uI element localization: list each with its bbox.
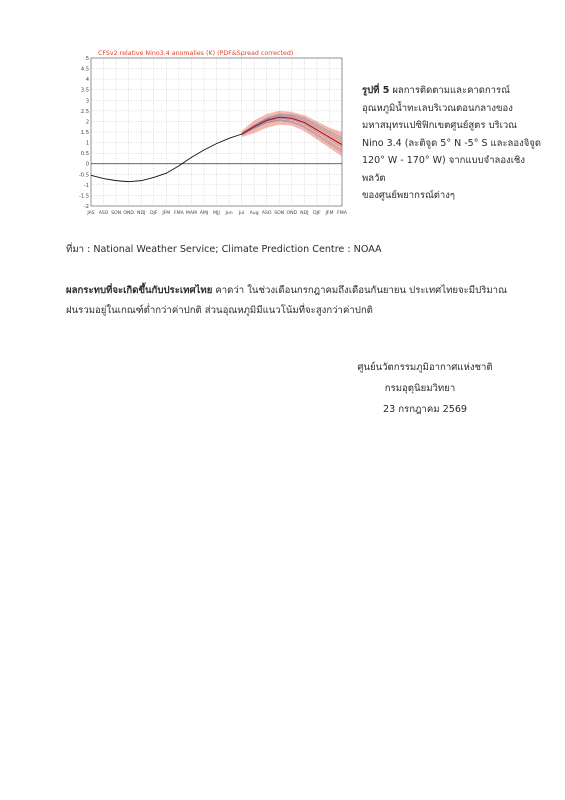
- x-tick-label: JAS: [87, 211, 95, 216]
- chart-title: CFSv2 relative Nino3.4 anomalies (K) (PDF&Spread corrected): [98, 50, 294, 57]
- x-tick-label: Jul: [238, 211, 245, 216]
- y-tick-label: 4.5: [80, 66, 89, 73]
- x-tick-label: NDJ: [300, 211, 309, 216]
- caption-line-2: อุณหภูมิน้ำทะเลบริเวณตอนกลางของ: [362, 102, 513, 114]
- y-tick-label: 3.5: [80, 87, 89, 94]
- caption-line-3: มหาสมุทรแปซิฟิกเขตศูนย์สูตร บริเวณ: [362, 120, 517, 131]
- x-tick-label: SON: [274, 211, 285, 216]
- y-tick-label: 4: [85, 77, 89, 84]
- caption-line-1: [362, 82, 542, 100]
- caption-line-6: ของศูนย์พยากรณ์ต่างๆ: [362, 190, 456, 201]
- x-tick-label: AMJ: [199, 211, 209, 216]
- y-tick-label: 5: [85, 56, 89, 62]
- y-tick-label: 0: [85, 161, 89, 168]
- signature-date: 23 กรกฎาคม 2569: [382, 404, 468, 415]
- impact-text-1: คาดว่า ในช่วงเดือนกรกฎาคมถึงเดือนกันยายน ประเทศไทยจะมีปริมาณ: [212, 285, 507, 296]
- x-tick-label: Aug: [249, 211, 259, 216]
- impact-paragraph: [66, 281, 536, 321]
- x-tick-label: ASO: [98, 211, 109, 216]
- caption-line-4: Nino 3.4 (ละติจูด 5° N -5° S และลองจิจูด: [362, 137, 542, 149]
- x-tick-label: OND: [123, 211, 134, 216]
- y-tick-label: -0.5: [78, 172, 89, 179]
- y-tick-label: -1: [83, 182, 89, 189]
- x-tick-label: NDJ: [137, 211, 146, 216]
- nino34-forecast-chart: [76, 48, 350, 220]
- signature-org1: ศูนย์นวัตกรรมภูมิอากาศแห่งชาติ: [357, 362, 493, 373]
- y-tick-label: 3: [85, 98, 89, 105]
- caption-line-5: 120° W - 170° W) จากแบบจำลองเชิงพลวัต: [362, 155, 526, 184]
- x-tick-label: FMA: [173, 211, 184, 216]
- x-tick-label: MJJ: [213, 211, 220, 216]
- x-tick-label: ASO: [261, 211, 272, 216]
- x-tick-label: SON: [111, 211, 122, 216]
- x-tick-label: MAM: [185, 211, 197, 216]
- chart-svg: [76, 48, 350, 220]
- x-tick-label: DJF: [313, 211, 321, 216]
- x-tick-label: DJF: [149, 211, 158, 216]
- caption-text-1: ผลการติดตามและคาดการณ์: [392, 85, 510, 96]
- x-tick-label: OND: [286, 211, 298, 216]
- signature-org2: กรมอุตุนิยมวิทยา: [384, 383, 456, 394]
- figure-caption: [362, 82, 542, 205]
- figure-label: รูปที่ 5: [362, 85, 390, 96]
- y-tick-label: 2.5: [80, 108, 89, 115]
- y-tick-label: 2: [85, 119, 89, 126]
- x-tick-label: Jun: [225, 211, 233, 216]
- x-tick-label: JFM: [162, 211, 171, 216]
- x-tick-label: JFM: [325, 211, 334, 216]
- y-tick-label: 1: [85, 140, 89, 147]
- impact-line-2: ฝนรวมอยู่ในเกณฑ์ต่ำกว่าค่าปกติ ส่วนอุณหภูมิมีแนวโน้มที่จะสูงกว่าค่าปกติ: [66, 305, 373, 316]
- source-note: ที่มา : National Weather Service; Climate Prediction Centre : NOAA: [66, 244, 382, 255]
- impact-heading: ผลกระทบที่จะเกิดขึ้นกับประเทศไทย: [66, 285, 213, 296]
- y-tick-label: 1.5: [80, 130, 89, 136]
- y-tick-label: -1.5: [78, 193, 89, 200]
- y-tick-label: 0.5: [80, 151, 89, 158]
- x-tick-label: FMA: [337, 211, 347, 216]
- impact-line-1: [66, 281, 536, 301]
- y-tick-label: -2: [83, 204, 89, 210]
